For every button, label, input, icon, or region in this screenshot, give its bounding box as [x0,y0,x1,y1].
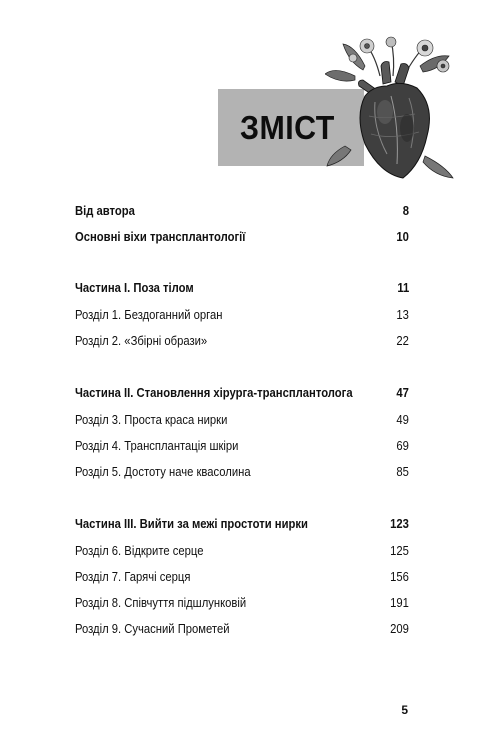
toc-entry-page: 123 [390,517,409,531]
toc-entry[interactable] [75,307,409,323]
toc-entry-label: Розділ 5. Достоту наче квасолина [75,465,251,479]
toc-entry-page: 13 [396,308,409,322]
toc-entry-label: Розділ 1. Бездоганний орган [75,308,223,322]
toc-entry-label: Частина III. Вийти за межі простоти нирки [75,517,308,531]
toc-entry-page: 22 [396,334,409,348]
toc-entry[interactable] [75,229,409,245]
toc-entry-label: Розділ 4. Трансплантація шкіри [75,439,239,453]
toc-entry-label: Розділ 8. Співчуття підшлунковій [75,596,247,610]
toc-entry[interactable] [75,438,409,454]
toc-entry-label: Частина I. Поза тілом [75,281,194,295]
toc-entry-page: 49 [396,413,409,427]
toc-entry-label: Розділ 9. Сучасний Прометей [75,622,230,636]
toc-part-heading[interactable] [75,280,409,296]
toc-entry-page: 209 [390,622,409,636]
toc-entry-page: 69 [396,439,409,453]
toc-entry[interactable] [75,464,409,480]
toc-entry-page: 47 [396,386,409,400]
toc-entry[interactable] [75,621,409,637]
toc-part-heading[interactable] [75,516,409,532]
toc-entry[interactable] [75,203,409,219]
toc-entry[interactable] [75,412,409,428]
toc-entry-page: 191 [390,596,409,610]
toc-entry-label: Основні віхи трансплантології [75,230,246,244]
toc-entry-label: Розділ 6. Відкрите серце [75,544,204,558]
toc-entry[interactable] [75,595,409,611]
toc-entry-page: 11 [397,281,409,295]
toc-entry-label: Розділ 3. Проста краса нирки [75,413,228,427]
anatomical-heart-with-flowers-icon [325,36,460,186]
toc-entry-page: 125 [390,544,409,558]
toc-entry-page: 8 [402,204,409,218]
toc-entry[interactable] [75,543,409,559]
toc-entry-page: 156 [390,570,409,584]
toc-entry-label: Розділ 2. «Збірні образи» [75,334,208,348]
toc-entry-label: Від автора [75,204,135,218]
toc-part-heading[interactable] [75,385,409,401]
toc-entry-label: Розділ 7. Гарячі серця [75,570,191,584]
toc-entry-label: Частина II. Становлення хірурга-трансплантолога [75,386,353,400]
toc-entry-page: 85 [396,465,409,479]
toc-entry[interactable] [75,569,409,585]
toc-entry[interactable] [75,333,409,349]
toc-entry-page: 10 [396,230,409,244]
page-number: 5 [401,703,408,717]
page-title: ЗМІСТ [240,108,335,146]
